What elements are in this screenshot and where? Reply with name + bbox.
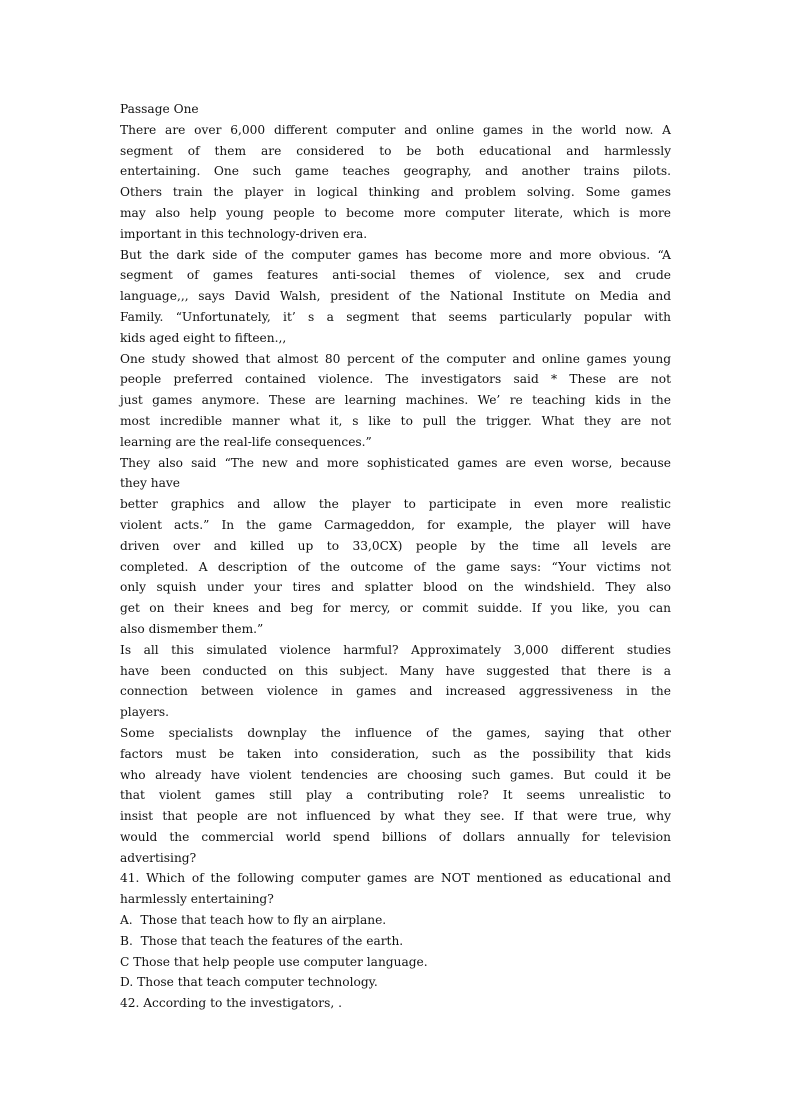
- text-line: But the dark side of the computer games has become more and more obvious. “A: [120, 247, 671, 262]
- text-line: most incredible manner what it, s like to pull the trigger. What they are not: [120, 413, 671, 428]
- paragraph-3: [120, 349, 671, 453]
- paragraph-5: [120, 494, 671, 640]
- option-c: C Those that help people use computer language.: [120, 954, 428, 969]
- text-line: people preferred contained violence. The investigators said * These are not: [120, 372, 671, 387]
- text-line: would the commercial world spend billions of dollars annually for television: [120, 829, 671, 844]
- text-line: Others train the player in logical thinking and problem solving. Some games: [120, 185, 671, 200]
- text-line: One study showed that almost 80 percent of the computer and online games young: [120, 351, 671, 366]
- text-line: that violent games still play a contributing role? It seems unrealistic to: [120, 788, 671, 803]
- paragraph-2: [120, 245, 671, 349]
- text-line: factors must be taken into consideration, such as the possibility that kids: [120, 746, 671, 761]
- option-a: A. Those that teach how to fly an airplane.: [120, 913, 387, 928]
- text-line: language,,, says David Walsh, president of the National Institute on Media and: [120, 289, 671, 304]
- passage-heading: Passage One: [120, 102, 199, 116]
- text-line: players.: [120, 705, 170, 720]
- text-line: Some specialists downplay the influence of the games, saying that other: [120, 725, 671, 740]
- document-page: [120, 99, 671, 1014]
- option-b: B. Those that teach the features of the earth.: [120, 933, 404, 948]
- text-line: just games anymore. These are learning machines. We’ re teaching kids in the: [120, 393, 671, 408]
- text-line: There are over 6,000 different computer and online games in the world now. A: [120, 122, 671, 137]
- text-line: better graphics and allow the player to participate in even more realistic: [120, 497, 671, 512]
- text-line: segment of them are considered to be both educational and harmlessly: [120, 143, 671, 158]
- text-line: insist that people are not influenced by what they see. If that were true, why: [120, 809, 671, 824]
- paragraph-4: [120, 453, 671, 495]
- text-line: completed. A description of the outcome of the game says: “Your victims not: [120, 559, 671, 574]
- text-line: Family. “Unfortunately, it’ s a segment that seems particularly popular with: [120, 309, 671, 324]
- question-41: [120, 868, 671, 993]
- text-line: kids aged eight to fifteen.,,: [120, 330, 287, 345]
- text-line: important in this technology-driven era.: [120, 226, 368, 241]
- text-line: get on their knees and beg for mercy, or commit suidde. If you like, you can: [120, 601, 671, 616]
- text-line: who already have violent tendencies are choosing such games. But could it be: [120, 767, 671, 782]
- text-line: They also said “The new and more sophisticated games are even worse, because: [120, 455, 671, 470]
- text-line: they have: [120, 476, 180, 491]
- text-line: connection between violence in games and increased aggressiveness in the: [120, 684, 671, 699]
- text-line: Is all this simulated violence harmful? Approximately 3,000 different studies: [120, 642, 671, 657]
- text-line: learning are the real-life consequences.”: [120, 434, 372, 449]
- text-line: also dismember them.”: [120, 621, 264, 636]
- text-line: segment of games features anti-social themes of violence, sex and crude: [120, 268, 671, 283]
- question-stem-line: 41. Which of the following computer games are NOT mentioned as educational and: [120, 871, 671, 886]
- paragraph-6: [120, 640, 671, 723]
- text-line: violent acts.” In the game Carmageddon, for example, the player will have: [120, 517, 671, 532]
- question-42: 42. According to the investigators, .: [120, 996, 342, 1011]
- text-line: have been conducted on this subject. Many have suggested that there is a: [120, 663, 671, 678]
- option-d: D. Those that teach computer technology.: [120, 975, 378, 990]
- paragraph-1: [120, 120, 671, 245]
- text-line: may also help young people to become more computer literate, which is more: [120, 205, 671, 220]
- question-stem-line: harmlessly entertaining?: [120, 892, 274, 907]
- text-line: advertising?: [120, 850, 197, 865]
- paragraph-7: [120, 723, 671, 869]
- text-line: only squish under your tires and splatter blood on the windshield. They also: [120, 580, 671, 595]
- text-line: driven over and killed up to 33,0CX) people by the time all levels are: [120, 538, 671, 553]
- text-line: entertaining. One such game teaches geography, and another trains pilots.: [120, 164, 671, 179]
